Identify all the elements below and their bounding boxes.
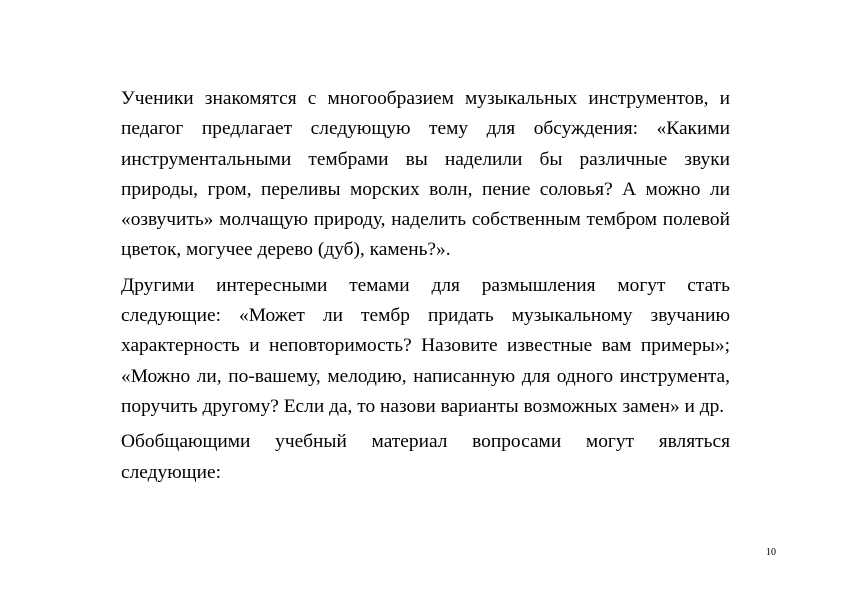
paragraph-2: Другими интересными темами для размышления могут стать следующие: «Может ли тембр придать музыкальному звучанию характерность и неповторимость? Назовите известные вам примеры»; «Можно ли, по-вашему, мелодию, написанную для одного инструмента, поручить другому? Если да, то назови варианты возможных замен» и др. xyxy=(121,274,730,417)
page-number: 10 xyxy=(766,547,776,558)
paragraph-1: Ученики знакомятся с многообразием музыкальных инструментов, и педагог предлагает следующую тему для обсуждения: «Какими инструментальными тембрами вы наделили бы различные звуки природы, гром, переливы морских волн, пение соловья? А можно ли «озвучить» молчащую природу, наделить собственным тембром полевой цветок, могучее дерево (дуб), камень?». xyxy=(121,88,730,261)
paragraph-3: Обобщающими учебный материал вопросами могут являться следующие: xyxy=(121,431,730,483)
body-text xyxy=(121,84,730,493)
